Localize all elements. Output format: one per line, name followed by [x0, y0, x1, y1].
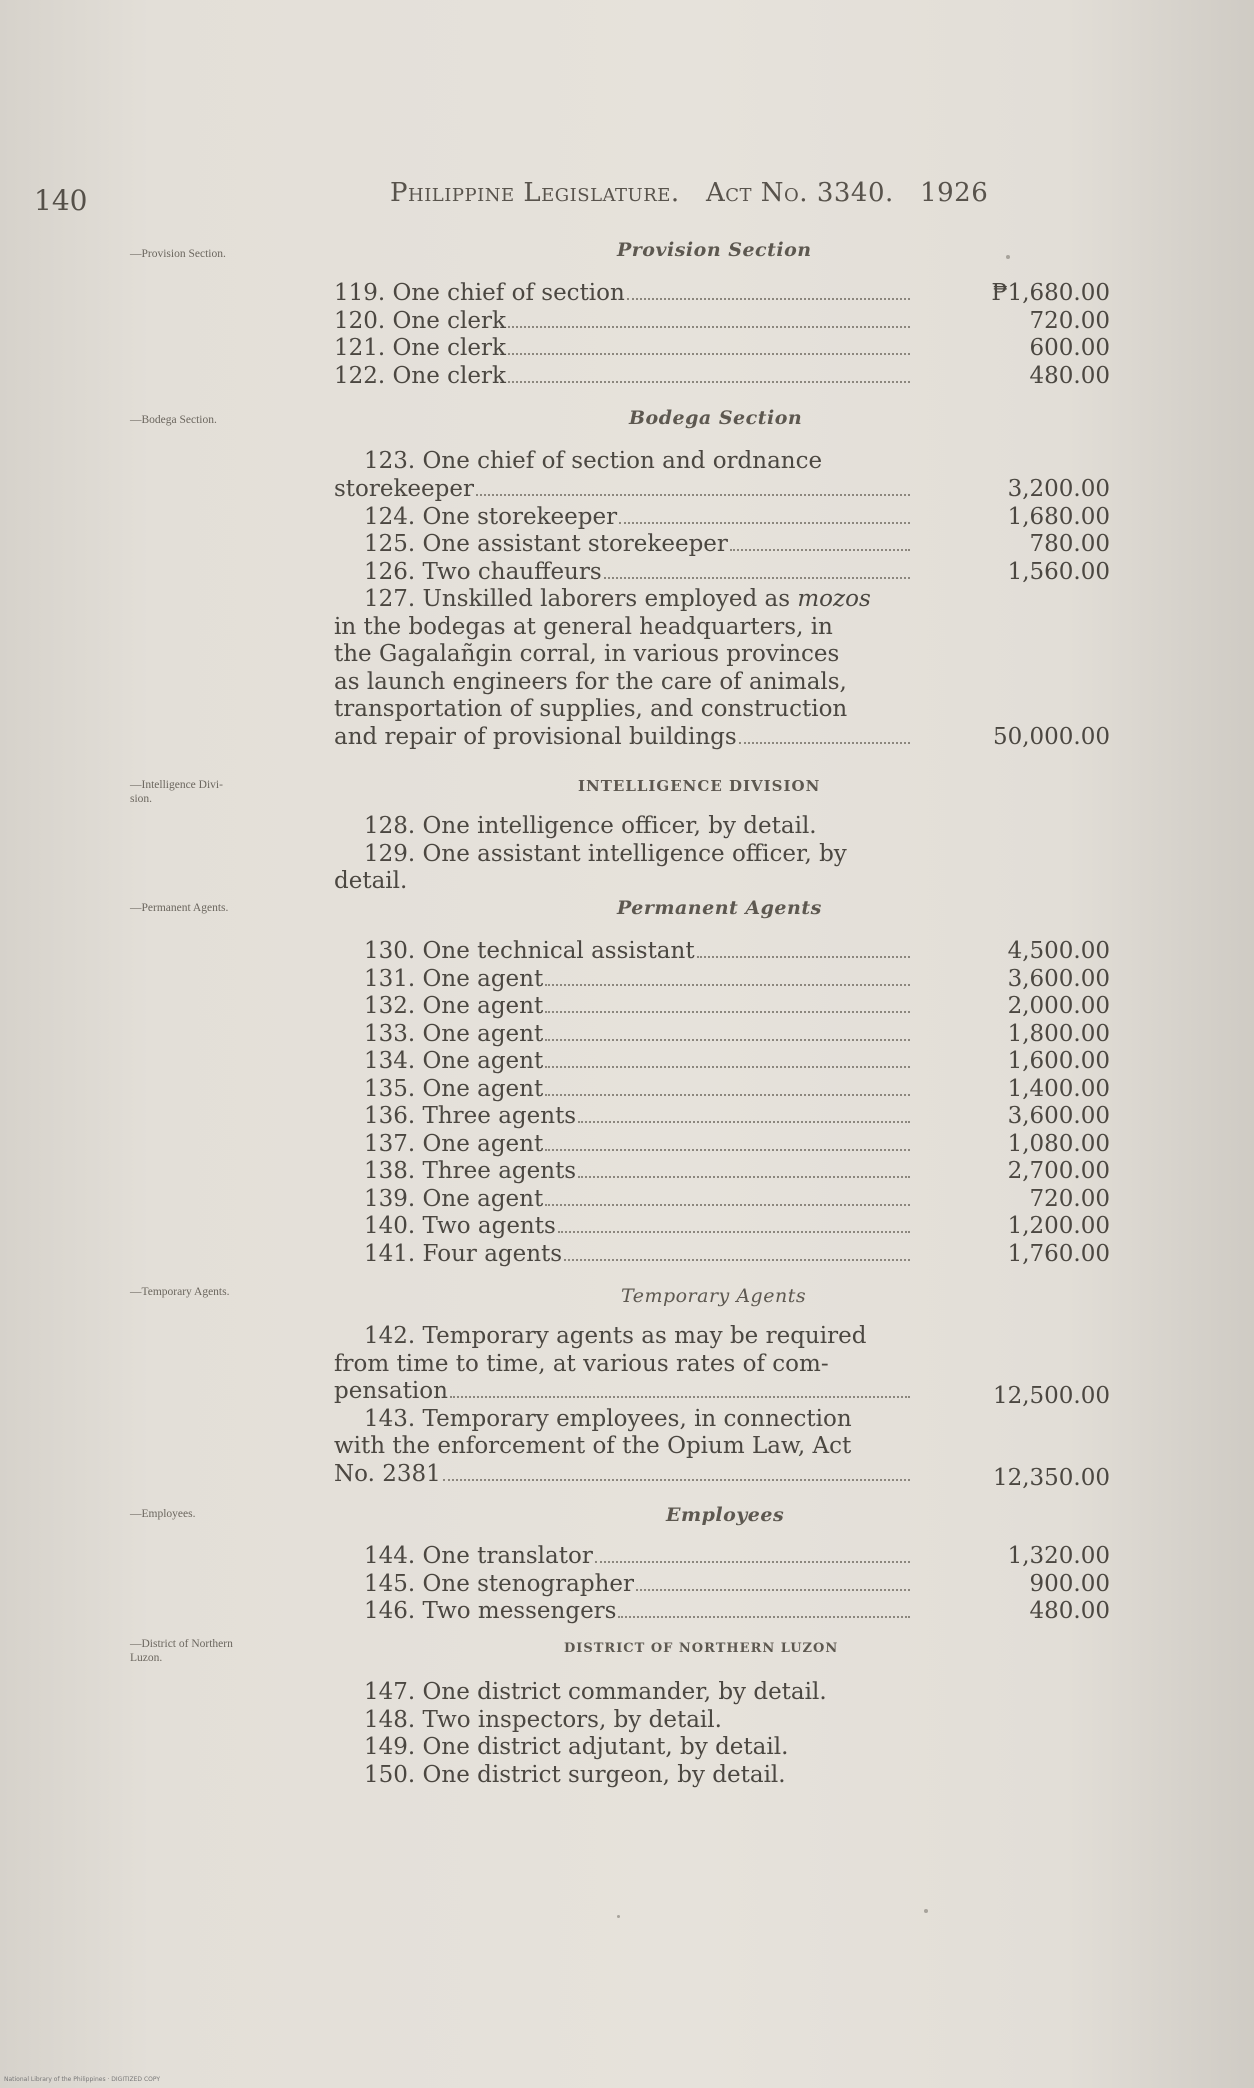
- amount: 720.00: [1029, 1185, 1110, 1212]
- item-text: 121. One clerk: [334, 335, 506, 361]
- list-item: [364, 1021, 914, 1049]
- list-item: [364, 1241, 914, 1269]
- list-item: [364, 1598, 914, 1626]
- margin-note-permanent: —Permanent Agents.: [130, 902, 229, 914]
- paragraph-line: 147. One district commander, by detail.: [364, 1679, 827, 1705]
- footer-text: National Library of the Philippines · DIGITIZED COPY: [4, 2076, 161, 2083]
- margin-note-district: [130, 1637, 233, 1665]
- item-text: 136. Three agents: [364, 1103, 577, 1129]
- item-text: pensation: [334, 1378, 448, 1404]
- item-text: 144. One translator: [364, 1543, 593, 1569]
- item-text: 131. One agent: [364, 965, 544, 992]
- leader-dots: [545, 1094, 910, 1096]
- item-text: No. 2381: [334, 1460, 441, 1487]
- margin-note-temporary: —Temporary Agents.: [130, 1286, 230, 1298]
- item-text: 137. One agent: [364, 1130, 544, 1157]
- running-head-act: Act No. 3340.: [705, 178, 894, 208]
- leader-dots: [697, 956, 910, 958]
- amount: 3,600.00: [1007, 1103, 1110, 1129]
- paper-speck: [1006, 255, 1010, 259]
- list-item: [334, 280, 914, 308]
- item-text: and repair of provisional buildings: [334, 723, 737, 750]
- paragraph-line: detail.: [334, 868, 408, 894]
- temporary-amount-143: 12,350.00: [992, 1465, 1110, 1491]
- list-item: [364, 1186, 914, 1214]
- list-item: [364, 1158, 914, 1186]
- amount: 1,320.00: [1007, 1543, 1110, 1569]
- bodega-item-123-line1: 123. One chief of section and ordnance: [364, 448, 823, 474]
- bodega-item-127-amount: 50,000.00: [992, 724, 1110, 750]
- leader-dots: [545, 1066, 910, 1068]
- leader-dots: [595, 1561, 910, 1563]
- amount: 1,600.00: [1007, 1048, 1110, 1074]
- paragraph-line: in the bodegas at general headquarters, in: [334, 613, 833, 640]
- heading-district-northern-luzon: DISTRICT OF NORTHERN LUZON: [564, 1641, 839, 1656]
- margin-note-bodega: —Bodega Section.: [130, 414, 217, 426]
- margin-note-intelligence: [130, 778, 223, 806]
- item-text: 141. Four agents: [364, 1240, 563, 1267]
- list-item: [364, 1076, 914, 1104]
- list-item: [334, 363, 914, 391]
- paragraph-line: 129. One assistant intelligence officer, by: [364, 840, 847, 867]
- amount: 600.00: [1029, 335, 1110, 361]
- list-item: [364, 1213, 914, 1241]
- amount: 1,200.00: [1007, 1213, 1110, 1239]
- amount: 720.00: [1029, 307, 1110, 334]
- amount: 1,800.00: [1007, 1020, 1110, 1047]
- list-item: [364, 1103, 914, 1131]
- item-text: 134. One agent: [364, 1048, 544, 1074]
- leader-dots: [558, 1231, 910, 1233]
- provision-items: [334, 280, 914, 390]
- item-text: 120. One clerk: [334, 307, 506, 334]
- paragraph-line: 150. One district surgeon, by detail.: [364, 1761, 786, 1788]
- leader-dots: [443, 1479, 910, 1481]
- item-text: 119. One chief of section: [334, 280, 625, 306]
- list-item: [334, 476, 914, 504]
- paragraph-line: from time to time, at various rates of com-: [334, 1350, 829, 1377]
- permanent-amounts: [960, 938, 1110, 1268]
- leader-dots: [619, 522, 910, 524]
- running-head: [390, 178, 988, 208]
- page-number: 140: [34, 184, 88, 217]
- amount: 1,680.00: [1007, 503, 1110, 530]
- leader-dots: [636, 1589, 910, 1591]
- leader-dots: [627, 298, 910, 300]
- paragraph-line: 128. One intelligence officer, by detail.: [364, 813, 817, 839]
- leader-dots: [545, 1011, 910, 1013]
- list-item: [334, 1378, 914, 1406]
- margin-note-intelligence-line1: —Intelligence Divi-: [130, 779, 223, 791]
- amount: 4,500.00: [1007, 938, 1110, 964]
- list-item: [364, 1571, 914, 1599]
- margin-note-employees: —Employees.: [130, 1508, 196, 1520]
- heading-employees: Employees: [666, 1504, 785, 1526]
- leader-dots: [545, 1149, 910, 1151]
- leader-dots: [564, 1259, 910, 1261]
- paragraph-line: with the enforcement of the Opium Law, Act: [334, 1433, 852, 1459]
- bodega-item-127: [334, 586, 914, 751]
- bodega-amounts: [960, 476, 1110, 586]
- amount: 900.00: [1029, 1570, 1110, 1597]
- item-text: 146. Two messengers: [364, 1598, 617, 1624]
- heading-provision-section: Provision Section: [617, 239, 812, 261]
- amount: 1,080.00: [1007, 1130, 1110, 1157]
- item-text: 126. Two chauffeurs: [364, 558, 602, 585]
- leader-dots: [604, 577, 910, 579]
- item-text: 122. One clerk: [334, 362, 506, 389]
- employees-items: [364, 1543, 914, 1626]
- heading-intelligence-division: INTELLIGENCE DIVISION: [578, 777, 821, 795]
- leader-dots: [508, 381, 910, 383]
- amount: 480.00: [1029, 362, 1110, 389]
- item-text: 135. One agent: [364, 1075, 544, 1102]
- list-item: [334, 1461, 914, 1489]
- item-text: 145. One stenographer: [364, 1570, 635, 1597]
- leader-dots: [730, 549, 910, 551]
- list-item: [334, 504, 914, 532]
- margin-note-provision: —Provision Section.: [130, 248, 226, 260]
- paragraph-line: as launch engineers for the care of animals,: [334, 668, 847, 695]
- item-text: 130. One technical assistant: [364, 938, 695, 964]
- heading-temporary-agents: Temporary Agents: [621, 1285, 807, 1307]
- leader-dots: [545, 984, 910, 986]
- item-text: 138. Three agents: [364, 1158, 577, 1184]
- list-item: [364, 993, 914, 1021]
- provision-amounts: [960, 280, 1110, 390]
- amount: 1,400.00: [1007, 1075, 1110, 1102]
- leader-dots: [450, 1396, 910, 1398]
- running-head-publisher: Philippine Legislature.: [390, 178, 680, 208]
- item-text: 132. One agent: [364, 993, 544, 1019]
- list-item: [334, 335, 914, 363]
- amount: 2,000.00: [1007, 993, 1110, 1019]
- amount: ₱1,680.00: [991, 280, 1110, 306]
- bodega-items: [334, 476, 914, 586]
- item-text: 140. Two agents: [364, 1213, 556, 1239]
- permanent-items: [364, 938, 914, 1268]
- intelligence-lines: [334, 813, 847, 896]
- amount: 1,760.00: [1007, 1240, 1110, 1267]
- list-item: [364, 966, 914, 994]
- list-item: [334, 559, 914, 587]
- amount: 3,600.00: [1007, 965, 1110, 992]
- margin-note-district-line2: Luzon.: [130, 1652, 163, 1664]
- list-item: [364, 938, 914, 966]
- margin-note-intelligence-line2: sion.: [130, 793, 153, 805]
- list-item: [364, 1131, 914, 1159]
- amount: 1,560.00: [1007, 558, 1110, 585]
- temporary-item-142: [334, 1323, 914, 1488]
- item-text: 124. One storekeeper: [364, 503, 618, 530]
- leader-dots: [476, 494, 910, 496]
- list-item: [364, 1543, 914, 1571]
- paragraph-line: 127. Unskilled laborers employed as mozos: [364, 586, 871, 612]
- paragraph-line: 149. One district adjutant, by detail.: [364, 1734, 789, 1760]
- paragraph-line: the Gagalañgin corral, in various provinces: [334, 641, 840, 667]
- leader-dots: [545, 1039, 910, 1041]
- amount: 3,200.00: [1007, 476, 1110, 502]
- item-text: storekeeper: [334, 476, 474, 502]
- paragraph-line: 142. Temporary agents as may be required: [364, 1323, 867, 1349]
- paper-speck: [617, 1915, 620, 1918]
- leader-dots: [618, 1616, 910, 1618]
- margin-note-district-line1: —District of Northern: [130, 1638, 233, 1650]
- leader-dots: [508, 326, 910, 328]
- heading-bodega-section: Bodega Section: [629, 407, 803, 429]
- leader-dots: [739, 742, 910, 744]
- leader-dots: [545, 1204, 910, 1206]
- paper-speck: [924, 1909, 928, 1913]
- amount: 2,700.00: [1007, 1158, 1110, 1184]
- paragraph-line: 143. Temporary employees, in connection: [364, 1405, 852, 1432]
- district-lines: [364, 1679, 827, 1789]
- paragraph-line: transportation of supplies, and construction: [334, 696, 848, 722]
- item-text: 133. One agent: [364, 1020, 544, 1047]
- list-item: [334, 531, 914, 559]
- leader-dots: [578, 1121, 910, 1123]
- leader-dots: [578, 1176, 910, 1178]
- item-text: 139. One agent: [364, 1185, 544, 1212]
- amount: 780.00: [1029, 531, 1110, 557]
- running-head-year: 1926: [920, 178, 989, 208]
- heading-permanent-agents: Permanent Agents: [617, 897, 822, 919]
- list-item: [364, 1048, 914, 1076]
- amount: 480.00: [1029, 1598, 1110, 1624]
- item-text: 125. One assistant storekeeper: [364, 531, 728, 557]
- list-item: [334, 724, 914, 752]
- list-item: [334, 308, 914, 336]
- paragraph-line: 148. Two inspectors, by detail.: [364, 1706, 722, 1733]
- leader-dots: [508, 353, 910, 355]
- temporary-amount-142: 12,500.00: [992, 1383, 1110, 1409]
- employees-amounts: [960, 1543, 1110, 1626]
